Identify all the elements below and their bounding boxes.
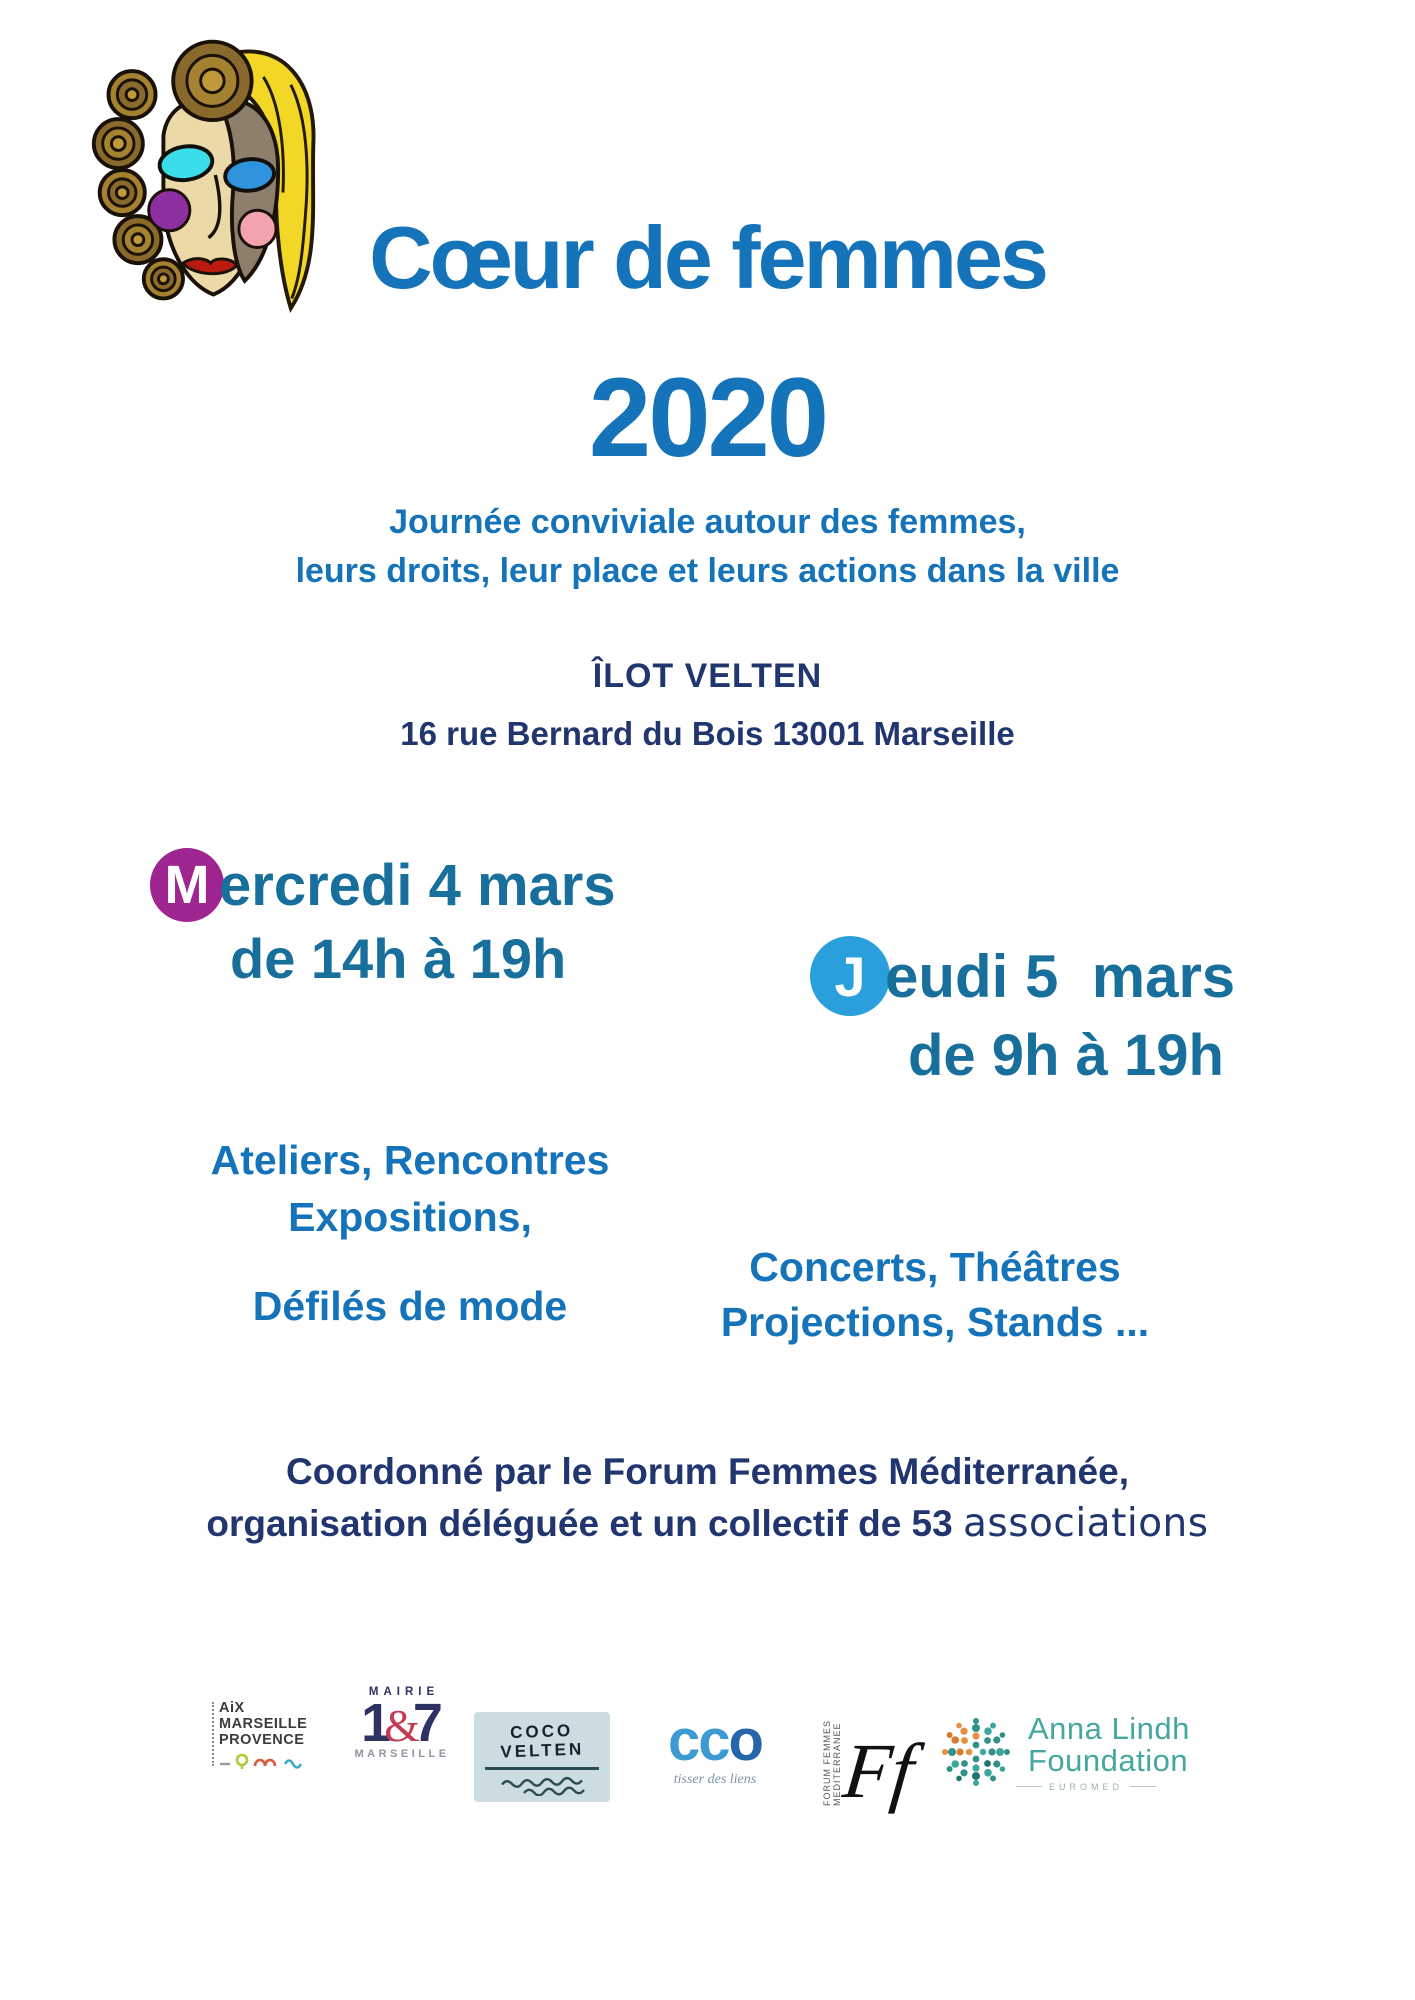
alf-line1: Anna Lindh: [1028, 1710, 1190, 1746]
logo-anna-lindh-foundation: [936, 1712, 1190, 1792]
ffm-monogram: Ff: [839, 1726, 918, 1814]
logo-cco: [650, 1708, 780, 1788]
wednesday-activities: [120, 1132, 700, 1335]
mairie-ampersand: &: [384, 1700, 420, 1751]
alf-euromed-text: EUROMED: [1049, 1781, 1124, 1792]
coordination-line1: Coordonné par le Forum Femmes Méditerranée,: [286, 1451, 1129, 1492]
amp-pictograms: [219, 1752, 307, 1770]
coordination-line2: [0, 1498, 1415, 1550]
amp-line2: MARSEILLE: [219, 1716, 308, 1732]
mairie-city: MARSEILLE: [354, 1748, 450, 1760]
activity-item: Concerts, Théâtres: [749, 1244, 1121, 1290]
activity-item: Projections, Stands ...: [720, 1299, 1150, 1345]
mairie-numbers: [342, 1693, 462, 1753]
coordination-note: [0, 1446, 1415, 1550]
logo-aix-marseille-provence: [212, 1700, 307, 1775]
mairie-num-7: 7: [412, 1693, 443, 1753]
thursday-hours: de 9h à 19h: [908, 1023, 1224, 1088]
alf-mosaic-globe: [936, 1712, 1016, 1792]
amp-line1: AiX: [219, 1700, 245, 1716]
wednesday-date-block: [150, 848, 616, 991]
thursday-day-label: eudi 5 mars: [885, 942, 1236, 1010]
logo-coco-velten: [474, 1712, 610, 1802]
poster-subtitle: [0, 498, 1415, 596]
wednesday-initial: M: [164, 855, 210, 915]
amp-wordmark: [219, 1700, 307, 1748]
amp-dotted-strip: [212, 1702, 214, 1766]
subtitle-line1: Journée conviviale autour des femmes,: [389, 503, 1026, 541]
wednesday-hours: de 14h à 19h: [230, 927, 567, 990]
mairie-label: MAIRIE: [368, 1686, 440, 1698]
cco-letters-cc: cc: [668, 1708, 729, 1773]
coco-wavy-lines: [494, 1774, 606, 1796]
coordination-line2-text: organisation déléguée et un collectif de 53: [206, 1503, 963, 1544]
thursday-initial-badge: [810, 936, 890, 1016]
venue-name: ÎLOT VELTEN: [592, 657, 823, 695]
alf-wordmark: [1028, 1710, 1190, 1778]
wednesday-day-label: ercredi 4 mars: [219, 852, 616, 918]
ffm-vertical-label: FORUM FEMMES MEDITERRANEE: [822, 1720, 842, 1806]
poster-title: Cœur de femmes: [369, 208, 1046, 307]
thursday-day-line: [810, 936, 1235, 1016]
activity-item: Expositions,: [288, 1194, 532, 1240]
activity-item: Défilés de mode: [252, 1283, 568, 1329]
coco-line1: COCO: [509, 1720, 574, 1743]
coordination-line2-emphasis: associations: [963, 1501, 1209, 1546]
thursday-activities: [640, 1240, 1230, 1350]
wednesday-day-line: [150, 848, 616, 922]
thursday-initial: J: [834, 944, 866, 1008]
subtitle-line2: leurs droits, leur place et leurs actions dans la ville: [295, 552, 1120, 590]
mairie-num-1: 1: [361, 1693, 392, 1753]
venue-address: 16 rue Bernard du Bois 13001 Marseille: [400, 715, 1015, 752]
thursday-date-block: [810, 936, 1235, 1089]
cco-tagline: tisser des liens: [673, 1772, 757, 1787]
coco-wordmark: [479, 1720, 604, 1762]
activity-item: Ateliers, Rencontres: [210, 1137, 610, 1183]
wednesday-initial-badge: [150, 848, 224, 922]
coco-line2: VELTEN: [500, 1739, 585, 1762]
venue-block: [0, 654, 1415, 756]
logo-mairie-1-7-marseille: [342, 1686, 462, 1760]
alf-euromed-label: [1016, 1782, 1190, 1792]
poster-year: 2020: [588, 355, 827, 480]
cco-letter-o: o: [728, 1708, 762, 1773]
logo-forum-femmes-mediterranee: [822, 1656, 918, 1814]
cco-wordmark: [650, 1708, 780, 1773]
coco-rule: [485, 1767, 599, 1770]
amp-line3: PROVENCE: [219, 1732, 305, 1748]
alf-line2: Foundation: [1028, 1742, 1189, 1778]
